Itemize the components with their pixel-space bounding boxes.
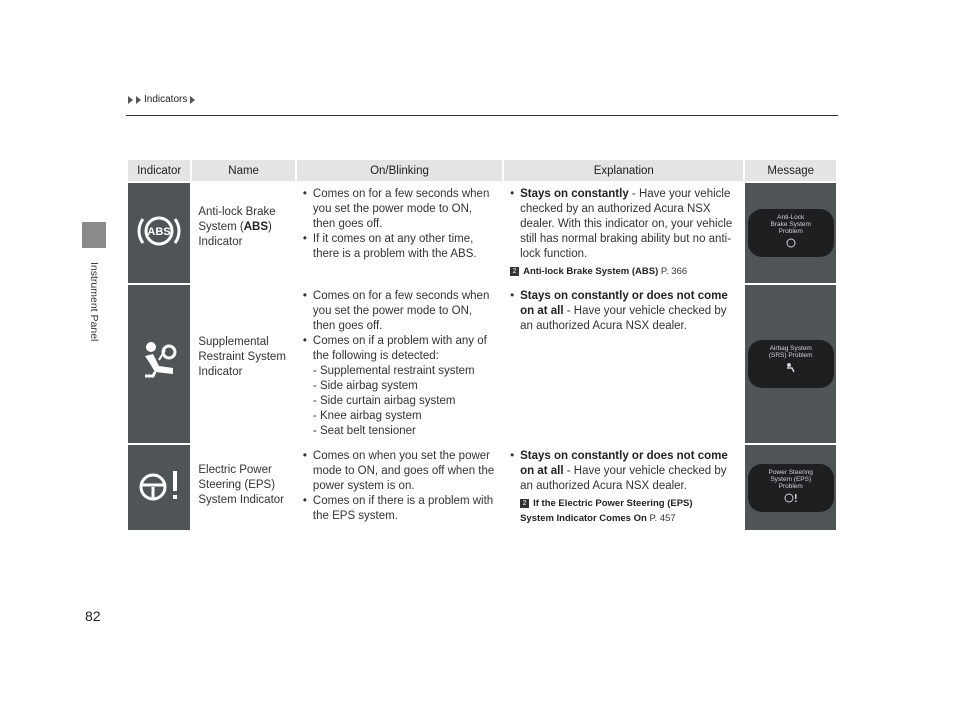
section-label: Instrument Panel [88, 262, 100, 342]
svg-text:ABS: ABS [147, 225, 171, 238]
name-cell: Electric Power Steering (EPS) System Indicator [198, 464, 284, 506]
page-reference[interactable]: 2 Anti-lock Brake System (ABS) P. 366 [510, 264, 737, 279]
message-cell [745, 445, 836, 530]
header-name: Name [192, 160, 295, 181]
page-reference[interactable]: 2 If the Electric Power Steering (EPS) System Indicator Comes On P. 457 [520, 498, 693, 524]
breadcrumb [128, 94, 195, 105]
list-item: • Comes on when you set the power mode to ON, and goes off when the power system is on. [303, 449, 496, 494]
triangle-icon [190, 96, 195, 104]
page-number: 82 [85, 608, 101, 624]
table-header-row [128, 160, 836, 181]
list-item: • Comes on if there is a problem with the EPS system. [303, 494, 496, 524]
on-blinking-cell [297, 183, 502, 283]
header-indicator: Indicator [128, 160, 190, 181]
eps-icon [133, 463, 185, 507]
abs-icon [133, 209, 185, 253]
list-item: • Comes on for a few seconds when you set the power mode to ON, then goes off. [303, 187, 496, 232]
sub-list: - Supplemental restraint system - Side airbag system - Side curtain airbag system - Knee airbag system - Seat belt tensioner [312, 365, 475, 437]
breadcrumb-label[interactable]: Indicators [144, 94, 188, 105]
triangle-icon [128, 96, 133, 104]
on-blinking-cell [297, 445, 502, 530]
airbag-icon [784, 362, 798, 374]
indicator-cell [128, 285, 190, 443]
list-item: • Stays on constantly or does not come on at all - Have your vehicle checked by an authorized Acura NSX dealer. [510, 449, 737, 494]
message-cell [745, 183, 836, 283]
message-display: Anti-Lock Brake System Problem [748, 209, 834, 257]
indicator-table [126, 158, 838, 532]
list-item: • Stays on constantly - Have your vehicle checked by an authorized Acura NSX dealer. With this indicator on, your vehicle still has normal braking ability but no anti-lock function. [510, 187, 737, 262]
list-item: • Comes on for a few seconds when you set the power mode to ON, then goes off. [303, 289, 496, 334]
explanation-cell [504, 445, 743, 530]
header-message: Message [745, 160, 836, 181]
table-row [128, 445, 836, 530]
on-blinking-cell [297, 285, 502, 443]
message-cell [745, 285, 836, 443]
table-row [128, 285, 836, 443]
list-item: • Comes on if a problem with any of the following is detected: [303, 334, 496, 364]
list-item: • Stays on constantly or does not come on at all - Have your vehicle checked by an authorized Acura NSX dealer. [510, 289, 737, 334]
header-explanation: Explanation [504, 160, 743, 181]
message-display: Power Steering System (EPS) Problem [748, 464, 834, 512]
indicator-cell [128, 445, 190, 530]
section-tab [82, 222, 106, 248]
abs-icon [784, 238, 798, 248]
header-rule [126, 115, 838, 116]
name-cell: Anti-lock Brake System (ABS) Indicator [198, 206, 276, 248]
list-item: • If it comes on at any other time, there is a problem with the ABS. [303, 232, 496, 262]
indicator-cell [128, 183, 190, 283]
eps-icon [783, 493, 799, 503]
header-on-blinking: On/Blinking [297, 160, 502, 181]
message-display: Airbag System (SRS) Problem [748, 340, 834, 388]
arrow-icon: 2 [520, 499, 529, 508]
arrow-icon: 2 [510, 267, 519, 276]
airbag-icon [133, 336, 185, 388]
explanation-cell [504, 183, 743, 283]
name-cell: Supplemental Restraint System Indicator [198, 336, 286, 378]
table-row [128, 183, 836, 283]
triangle-icon [136, 96, 141, 104]
explanation-cell [504, 285, 743, 443]
